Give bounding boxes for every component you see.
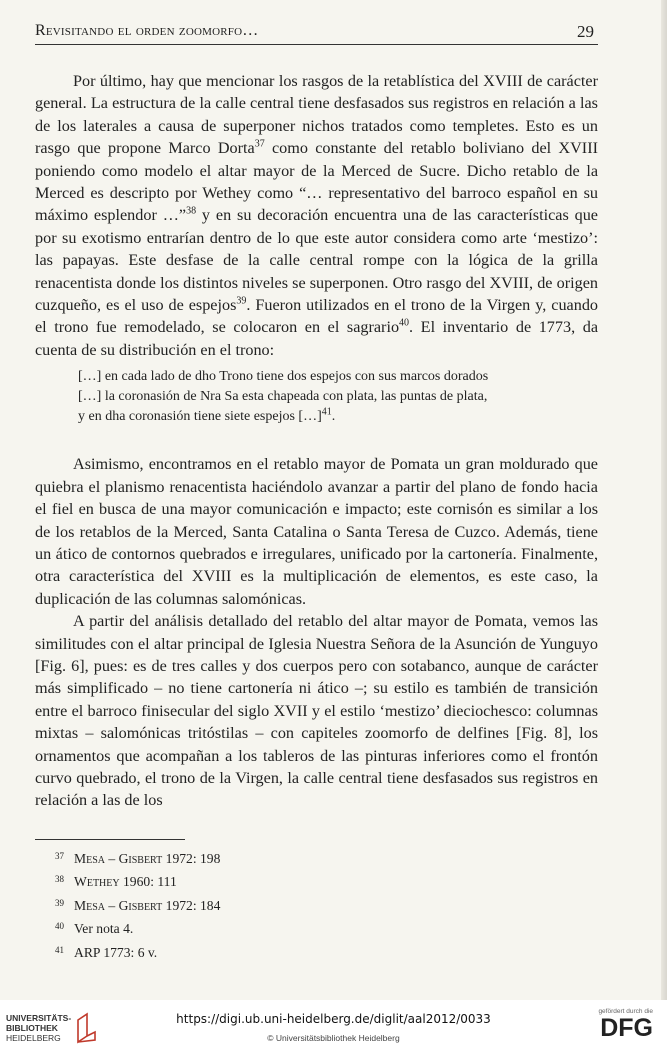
funding-label: gefördert durch die (598, 1008, 653, 1015)
footnote-41 (55, 940, 220, 963)
paragraph-gap (35, 427, 598, 453)
quote-line-3 (78, 407, 598, 427)
paragraph-3: A partir del análisis detallado del retablo del altar mayor de Pomata, vemos las similitudes con el altar principal de Iglesia Nuestra Señora de la Asunción de Yunguyo [Fig. 6], pues: es de tres calles y dos cuerpos pero con sotabanco, aunque de carácter más simplificado – no tiene cartonería ni ático –; su estilo es también de transición entre el barroco finisecular del siglo XVII y el estilo ‘mestizo’ dieciochesco: columnas mixtas – salomónicas tritóstilas – con capiteles zoomorfo de delfines [Fig. 8], los ornamentos que acompañan a los tableros de las pinturas inferiores como el frontón curvo quebrado, el trono de la Virgen, la calle central tiene desfasados sus registros en relación a las de los (35, 612, 598, 810)
quote-end: . (331, 409, 336, 425)
footnote-author: Mesa – Gisbert (74, 851, 163, 866)
footnote-rule (35, 839, 185, 840)
paragraph-2: Asimismo, encontramos en el retablo mayor de Pomata un gran moldurado que quiebra el planismo renacentista haciéndolo avanzar a partir del plano de fondo hacia el fiel en busca de una mayor comunicación e impacto; este cornisón es similar a los de los retablos de la Merced, Santa Catalina o Santa Teresa de Cuzco. Además, tiene un ático de contornos quebrados e irregulares, unificado por la cartonería. Finalmente, otra característica del XVIII es la multiplicación de elementos, es este caso, la duplicación de las columnas salomónicas. (35, 455, 598, 608)
page-edge-shadow (661, 0, 667, 1000)
library-line-3: HEIDELBERG (6, 1033, 61, 1043)
library-line-2: BIBLIOTHEK (6, 1023, 58, 1033)
p1-text-b: como constante del retablo boliviano del XVIII poniendo como modelo el altar mayor de la Merced de Sucre. Dicho retablo de la Merced es descripto por Wethey como “… representativo del barroco español en su máximo esplendor …” (35, 139, 598, 225)
page-number: 29 (577, 22, 594, 41)
body-text (35, 70, 598, 812)
dfg-wordmark: DFG (600, 1014, 653, 1042)
footnote-ref: ARP 1773: 6 v. (74, 944, 158, 960)
dfg-logo[interactable] (598, 1008, 653, 1041)
document-url-link[interactable]: https://digi.ub.uni-heidelberg.de/diglit/aal2012/0033 (176, 1012, 491, 1026)
footnote-ref: 1972: 184 (162, 897, 221, 913)
quote-line-2: […] la coronasión de Nra Sa esta chapeada con plata, las puntas de plata, (78, 389, 488, 405)
footnote-number: 41 (55, 944, 64, 955)
footnotes (55, 846, 220, 963)
copyright-notice: © Universitätsbibliothek Heidelberg (267, 1033, 400, 1043)
footnote-number: 37 (55, 851, 64, 861)
footnote-ref: Ver nota 4. (74, 921, 134, 937)
p1-text-e: . El inventario de 1773, da cuenta de su distribución en el trono: (35, 318, 599, 359)
footnote-37 (55, 846, 220, 869)
footnote-ref-37: 37 (254, 138, 265, 150)
library-line-1: UNIVERSITÄTS- (6, 1013, 72, 1023)
footnote-ref-39: 39 (236, 295, 247, 307)
footnote-ref-41: 41 (321, 406, 332, 418)
footnote-number: 40 (55, 921, 64, 932)
page-header (35, 22, 598, 45)
quote-line-1: […] en cada lado de dho Trono tiene dos espejos con sus marcos dorados (78, 369, 489, 385)
footnote-ref-40: 40 (399, 318, 410, 330)
viewer-footer (0, 1000, 667, 1050)
paragraph-1 (35, 70, 598, 361)
running-head: Revisitando el orden zoomorfo… (35, 22, 259, 39)
footnote-number: 38 (55, 874, 64, 885)
quote-line-3-text: y en dha coronasión tiene siete espejos […] (78, 409, 322, 425)
p1-text-d: . Fueron utilizados en el trono de la Virgen y, cuando el trono fue remodelado, se colocaron en el sagrario (35, 296, 599, 337)
footnote-author: Mesa – Gisbert (74, 897, 163, 913)
footnote-40 (55, 916, 220, 939)
p1-text-c: y en su decoración encuentra una de las características que por su exotismo entrarían dentro de lo que este autor considera como arte ‘mestizo’: las papayas. Este desfase de la calle central rompe con la lógica de la grilla renacentista donde los distintos niveles se superponen. Otro rasgo del XVIII, de origen cuzqueño, es el uso de espejos (35, 206, 598, 315)
footnote-39 (55, 893, 220, 916)
footnote-ref: 1972: 198 (162, 851, 221, 866)
footnote-38 (55, 869, 220, 892)
block-quote (78, 367, 598, 427)
footnote-author: Wethey (74, 874, 120, 890)
footnote-ref: 1960: 111 (119, 874, 177, 890)
footnote-ref-38: 38 (186, 206, 197, 218)
p1-text-a: Por último, hay que mencionar los rasgos de la retablística del XVIII de carácter general. La estructura de la calle central tiene desfasados sus registros en relación a las de los laterales a causa de superponer nichos tratados como templetes. Esto es un rasgo que propone Marco Dorta (35, 72, 598, 158)
footnote-number: 39 (55, 897, 64, 908)
